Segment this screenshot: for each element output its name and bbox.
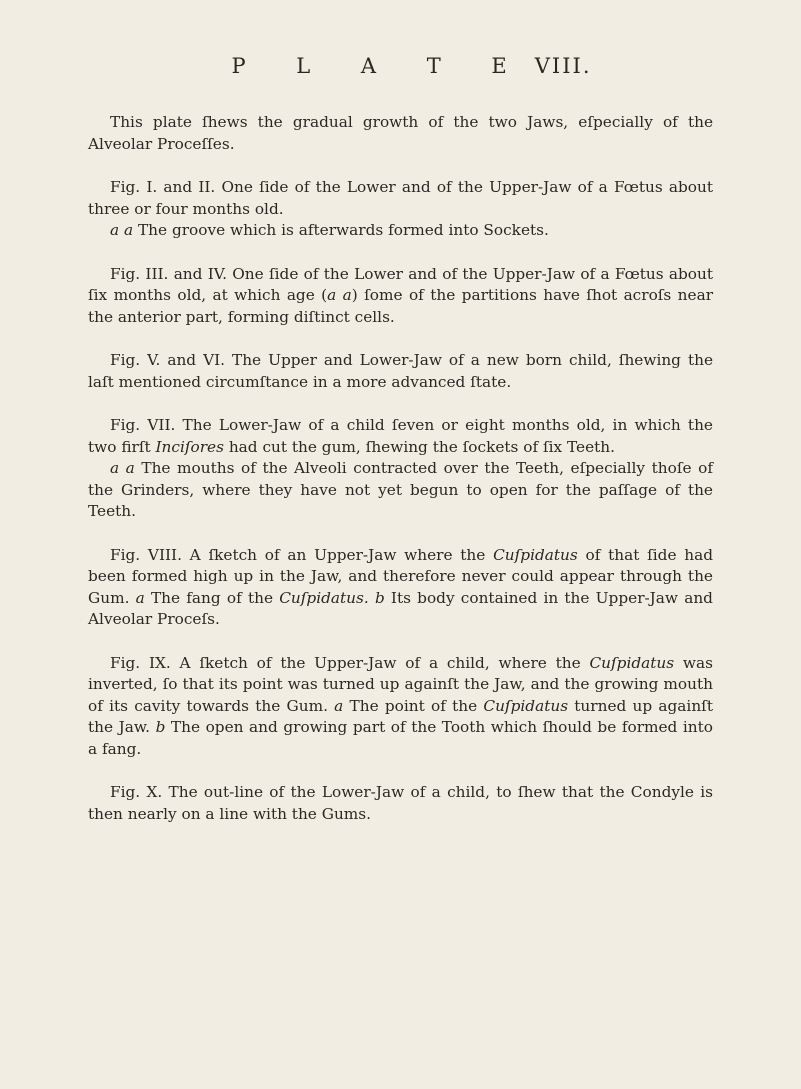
figure-9-label-b: b xyxy=(155,718,166,736)
figure-1-note-text: The groove which is afterwards formed into Sockets. xyxy=(133,221,549,239)
figure-9-text-mid: was inverted, ſo that its point was turned up againſt the Jaw, and the growing mouth of its cavity towards the Gum. xyxy=(88,653,713,715)
figure-9-text-before: Fig. IX. A ſketch of the Upper-Jaw of a child, where the xyxy=(110,653,590,672)
figure-8-label-a: a xyxy=(135,588,145,607)
figure-8-text-b: Its body contained in the Upper-Jaw and Alveolar Proceſs. xyxy=(88,588,713,628)
figure-9-term-cuspidatus: Cuſpidatus xyxy=(589,653,675,672)
figure-3-description xyxy=(88,264,713,329)
figure-9-text-b: The open and growing part of the Tooth which ſhould be formed into a fang. xyxy=(88,718,714,758)
figure-9-text-a: The point of the xyxy=(343,696,484,715)
figure-3-text-after: ) ſome of the partitions have ſhot acroſs near the anterior part, forming diſtinct cells. xyxy=(88,286,714,326)
figure-3-text-before: Fig. III. and IV. One ſide of the Lower and of the Upper-Jaw of a Fœtus about ſix months old, at which age ( xyxy=(88,264,713,304)
figure-1-description xyxy=(88,177,713,242)
figure-9-description xyxy=(88,653,713,761)
figure-1-text: Fig. I. and II. One ſide of the Lower and of the Upper-Jaw of a Fœtus about three or four months old. xyxy=(88,178,713,218)
figure-7-term-incisores: Inciſores xyxy=(155,437,224,456)
figure-1-note xyxy=(88,220,713,242)
figure-7-note-text: The mouths of the Alveoli contracted over the Teeth, eſpecially thoſe of the Grinders, where they have not yet begun to open for the paſſage of the Teeth. xyxy=(88,459,713,520)
figure-7-label-aa: a a xyxy=(110,459,135,477)
figure-8-term-cuspidatus: Cuſpidatus xyxy=(493,545,578,564)
figure-5-text: Fig. V. and VI. The Upper and Lower-Jaw of a new born child, ſhewing the laſt mentioned circumſtance in a more advanced ſtate. xyxy=(88,351,713,391)
figure-3-text xyxy=(88,264,713,329)
figure-9-term-cuspidatus-2: Cuſpidatus xyxy=(483,696,569,715)
plate-title-letters: P L A T E xyxy=(231,54,529,78)
figure-8-text-a: The fang of the xyxy=(144,588,280,607)
figure-8-term-cuspidatus-2: Cuſpidatus. xyxy=(279,588,369,607)
figure-10-text: Fig. X. The out-line of the Lower-Jaw of a child, to ſhew that the Condyle is then nearly on a line with the Gums. xyxy=(88,783,713,823)
figure-7-text-before: Fig. VII. The Lower-Jaw of a child ſeven or eight months old, in which the two firſt xyxy=(88,416,713,456)
plate-title xyxy=(88,54,713,78)
figure-7-text xyxy=(88,415,713,458)
plate-number: VIII. xyxy=(534,54,592,78)
figure-10-description xyxy=(88,782,713,825)
figure-5-description xyxy=(88,350,713,393)
figure-8-text xyxy=(88,545,713,631)
figure-7-note xyxy=(88,458,713,523)
figure-9-text-a2: turned up againſt the Jaw. xyxy=(88,696,713,736)
figure-1-label-aa: a a xyxy=(110,221,134,239)
figure-7-description xyxy=(88,415,713,523)
figure-8-text-mid: of that ſide had been formed high up in the Jaw, and therefore never could appear through the Gum. xyxy=(88,545,714,607)
figure-3-label-aa: a a xyxy=(327,286,352,304)
figure-7-text-after: had cut the gum, ſhewing the ſockets of ſix Teeth. xyxy=(223,437,616,456)
figure-9-label-a: a xyxy=(334,696,344,715)
intro-paragraph: This plate ſhews the gradual growth of the two Jaws, eſpecially of the Alveolar Proceſſes. xyxy=(88,113,713,153)
figure-9-text xyxy=(88,653,713,761)
figure-8-description xyxy=(88,545,713,631)
figure-8-label-b: b xyxy=(374,588,385,607)
figure-8-text-before: Fig. VIII. A ſketch of an Upper-Jaw where the xyxy=(110,545,494,564)
